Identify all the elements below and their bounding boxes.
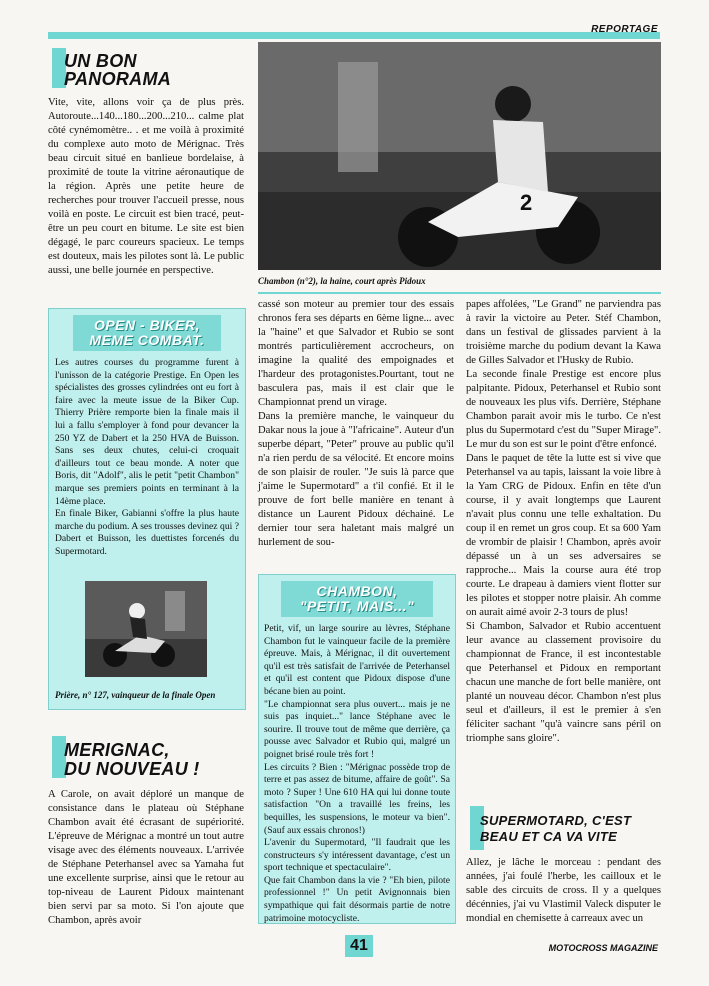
- panorama-body: Vite, vite, allons voir ça de plus près. Autoroute...140...180...200...210... calme plat côté cynémomètre.. . et me voilà à proximité du complexe auto moto de Mérignac. Très beau circuit situé en banlieue bordelaise, à proximité de toute la vitrine aéronautique de la région. Après une petite heure de recherches pour trouver l'accueil presse, nous voilà en poste. Le circuit est bien tracé, peut-être un peu court en bitume. Le site est bien dégagé, le parc coureurs spacieux. Le temps est douteux, mais les pilotes sont là. Le public aussi, une belle journée en perspective.: [48, 97, 244, 276]
- merignac-heading: [52, 736, 248, 780]
- open-box-title-line2: MEME COMBAT.: [89, 332, 205, 348]
- chambon-box-title-line2: "PETIT, MAIS...": [299, 598, 415, 614]
- col3-para3: Dans le paquet de tête la lutte est si vive que Peterhansel va au tapis, laissant la voie libre à la Yam CRG de Pidoux. Enfin en tête d'un course, il y avait longtemps que Laurent n'avait plus connu une telle exhaltation. Du coup il en remet un gros coup. Et sa 600 Yam de vrombir de plaisir ! Chambon, après avoir dépassé un à un ses adversaires se rapproche... Mais la course aura été trop courte. Le drapeau à damiers vient flotter sur les pilotes et stopper notre plaisir. Ah comme on aurait aimé avoir 2-3 tours de plus!: [466, 453, 661, 618]
- supermotard-photo-icon: [258, 42, 661, 270]
- chambon-box-para3: Les circuits ? Bien : "Mérignac possède trop de terre et pas assez de bitume, affaire de goût". Sa moto ? Super ! Une 610 HA qui lui donne toute satisfaction "On a travaillé les freins, les bequilles, les suspensions, le moteur va bien". (Sauf aux essais chronos!): [264, 761, 450, 836]
- merignac-title-line2: DU NOUVEAU !: [64, 759, 200, 779]
- open-box-title-line1: OPEN - BIKER,: [93, 317, 201, 333]
- top-photo-caption: Chambon (n°2), la haine, court après Pidoux: [258, 276, 426, 286]
- top-race-photo: [258, 42, 661, 270]
- supermotard-body: Allez, je lâche le morceau : pendant des années, j'ai foulé l'herbe, les cailloux et le sable des circuits de cross. Il y a quelques décénnies, j'ai vu Vlastimil Valeck disputer le mondial en chemisette à carreaux avec un: [466, 857, 661, 924]
- open-race-photo: [85, 581, 207, 677]
- panorama-heading: [52, 48, 242, 90]
- svg-text:2: 2: [520, 190, 533, 215]
- section-tag: REPORTAGE: [591, 24, 658, 35]
- supermotard-title-line2: BEAU ET CA VA VITE: [480, 829, 618, 844]
- col3-para4: Si Chambon, Salvador et Rubio accentuent leur avance au classement provisoire du championnat de France, il est incontestable que Peterhansel et Pidoux en remportant chacun une manche de fort belle manière, ont planté un nouveau décor. Chambon n'est plus seul et d'ailleurs, il est le premier à s'en féliciter sachant "qu'à vaincre sans péril on triomphe sans gloire".: [466, 621, 661, 744]
- panorama-title-line2: PANORAMA: [64, 69, 172, 89]
- col2-para2: Dans la première manche, le vainqueur du Dakar nous la joue à "l'africaine". Auteur d'un superbe départ, "Peter" prouve au public qu'il n'a rien perdu de sa vélocité. Et encore moins de son plaisir de rouler. "Je suis là parce que j'aime le Supermotard" a t'il confié. Et il le prouve de fort belle manière en tenant à distance un Laurent Pidoux déchainé. Le dernier tour sera haletant mais malgré un hurlement de sou-: [258, 411, 454, 548]
- supermotard-heading: [470, 806, 664, 852]
- col2-para1: cassé son moteur au premier tour des essais chronos fera ses départs en 6ème ligne... avec la "haine" et que Salvador et Rubio se sont montrés particulièrement accrocheurs, on imagine la qualité des empoignades et l'hardeur des protagonistes.Pourtant, tout ne basculera pas, mais il est clair que le Championnat prend un virage.: [258, 299, 454, 408]
- panorama-title-line1: UN BON: [64, 51, 137, 71]
- column-3-text: [466, 298, 661, 746]
- chambon-box-para5: Que fait Chambon dans la vie ? "Eh bien, pilote professionnel !" Un petit Avignonnais bien sympathique qui fait désormais partie de notre patrimoine motocycliste.: [264, 874, 450, 924]
- page-number: 41: [345, 935, 373, 957]
- chambon-box-title-line1: CHAMBON,: [316, 583, 398, 599]
- photo-divider: [258, 292, 661, 294]
- chambon-box-header: [281, 581, 433, 617]
- chambon-box-para2: "Le championnat sera plus ouvert... mais je ne suis pas inquiet..." lance Stéphane avec le sourire. Il trouve tout de même que derrière, ça pousse avec Salvador et Rubio qui, malgré un poignet brisé roule très fort !: [264, 698, 450, 760]
- supermotard-title-line1: SUPERMOTARD, C'EST: [480, 813, 632, 828]
- motorcycle-photo-icon: [85, 581, 207, 677]
- chambon-box: [258, 574, 456, 924]
- header-bar: [48, 32, 660, 39]
- col3-para2: La seconde finale Prestige est encore plus palpitante. Pidoux, Peterhansel et Rubio sont de nouveaux les plus vifs. Derrière, Stéphane Chambon parait avoir mis le turbo. Ce n'est plus du Supermotard c'est du "Super Mirage". Le mur du son est sur le point d'être enfoncé.: [466, 369, 661, 450]
- chambon-box-para1: Petit, vif, un large sourire au lèvres, Stéphane Chambon fut le vainqueur facile de la première épreuve. Mais, à Mérignac, il dit ouvertement qu'il est très satisfait de l'arrivée de Peterhansel et qu'il est content que Pidoux dispose d'une bécane bien au point.: [264, 623, 450, 697]
- column-2-text: [258, 298, 454, 550]
- open-box-header: [73, 315, 221, 351]
- merignac-title-line1: MERIGNAC,: [64, 740, 170, 760]
- open-biker-box: [48, 308, 246, 710]
- merignac-body: A Carole, on avait déploré un manque de consistance dans le plateau où Stéphane Chambon avait été écrasant de supériorité. L'épreuve de Mérignac a montré un tout autre visage avec des éléments nouveaux. L'arrivée de Stéphane Peterhansel avec sa Yamaha fut une excellente surprise, ainsi que le retour au top-niveau de Laurent Pidoux maintenant bien servi par sa moto. Si l'on ajoute que Chambon, après avoir: [48, 789, 244, 926]
- col3-para1: papes affolées, "Le Grand" ne parviendra pas à ravir la victoire au Peter. Stéf Chambon, dans un festival de glissades parvient à la troisième marche du podium devant la Kawa de Gilles Salvador et l'Husky de Rubio.: [466, 299, 661, 366]
- magazine-name: MOTOCROSS MAGAZINE: [548, 943, 658, 953]
- open-photo-caption: Prière, n° 127, vainqueur de la finale Open: [55, 690, 216, 700]
- chambon-box-para4: L'avenir du Supermotard, "Il faudrait que les constructeurs s'y intéressent davantage, c'est un sport technique et spectaculaire".: [264, 837, 450, 874]
- open-box-para1: Les autres courses du programme furent à l'unisson de la catégorie Prestige. En Open les spécialistes des grosses cylindrées ont eu fort à faire avec la meute issue de la Biker Cup. Thierry Prière remporte bien la finale mais il lui a fallu s'employer à fond pour devancer la 250 YZ de Dabert et la 250 HVA de Buisson. Sans ses deux chutes, celui-ci croquait d'ailleurs tout ce beau monde. A noter que Boris, dit "Adolf", alis le petit "petit Chambon" marque ses premiers points en terminant à la 14ème place.: [55, 357, 239, 507]
- open-box-para2: En finale Biker, Gabianni s'offre la plus haute marche du podium. A ses trousses devinez qui ? Dabert et Buisson, les duettistes forcenés du Supermotard.: [55, 508, 239, 557]
